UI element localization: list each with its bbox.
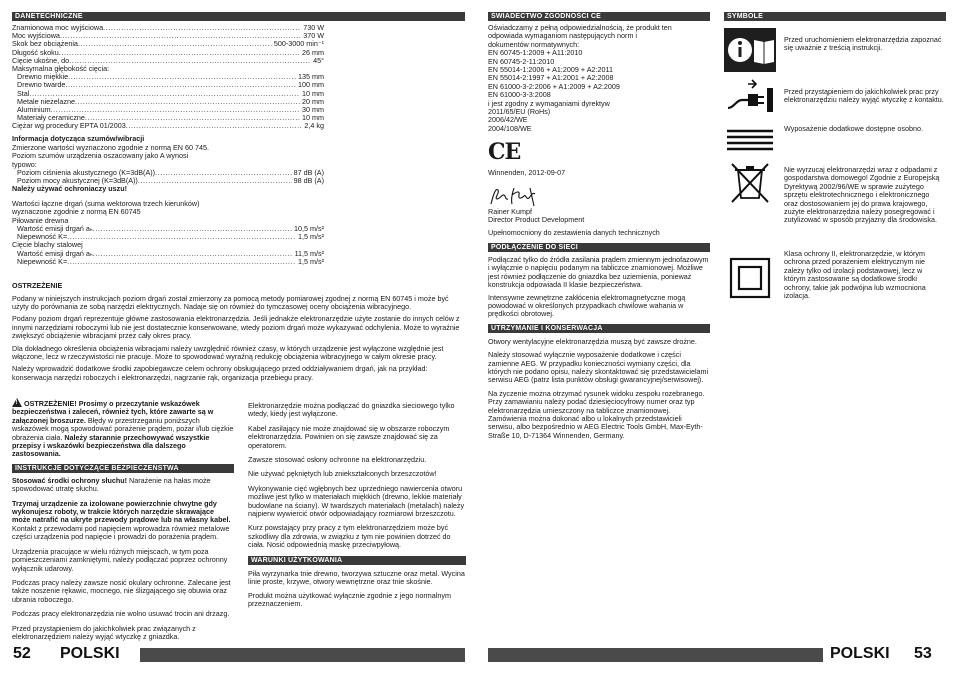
spec-leader-dots [51, 106, 300, 114]
conformity-lines [488, 24, 710, 133]
spec-row [12, 57, 324, 65]
paragraph: Produkt można użytkować wyłącznie zgodnie z jego normalnym przeznaczeniem. [248, 590, 451, 608]
symbol-text-unplug: Przed przystąpieniem do jakichkolwiek prac przy elektronarzędziu należy wyjąć wtyczkę z kontaktu. [784, 87, 944, 105]
conformity-line: odpowiada wymaganiom następujących norm i [488, 31, 638, 41]
conformity-line: 2011/65/EU (RoHs) [488, 107, 551, 117]
symbol-row-weee [724, 162, 946, 247]
spec-leader-dots [59, 49, 300, 57]
paragraph: Wykonywanie cięć wgłębnych bez uprzedniego nawiercenia otworu możliwe jest tylko w materiałach miękkich (drewno, lekkie materiały budowlane na ściany). W twardszych materiałach (metalach) należy najpierw wywiercić otwór odpowiadający rozmiarowi brzeszczotu. [248, 483, 465, 519]
spec-leader-dots [85, 114, 300, 122]
accessory-icon [724, 123, 776, 159]
paragraph: Nie używać pękniętych lub zniekształconych brzeszczotów! [248, 469, 437, 479]
spec-value: 20 mm [302, 97, 324, 106]
paragraph: Podczas pracy należy zawsze nosić okulary ochronne. Zalecane jest także noszenie rękawic, mocnego, nie ślizgającego się obuwia oraz ubrania roboczego. [12, 577, 231, 604]
ce-mark: CE [488, 139, 521, 166]
spec-row [12, 250, 324, 258]
warning-triangle-icon [12, 398, 22, 407]
conformity-line: EN 55014-1:2006 + A1:2009 + A2:2011 [488, 65, 613, 75]
spec-label: Stal [17, 89, 30, 98]
warning-title: OSTRZEŻENIE [12, 281, 63, 291]
spec-row [12, 90, 324, 98]
spec-row [12, 225, 324, 233]
symbol-text-accessory: Wyposażenie dodatkowe dostępne osobno. [784, 124, 923, 133]
conformity-line: i jest zgodny z wymaganiami dyrektyw [488, 98, 610, 108]
spec-row [12, 73, 324, 81]
spec-value: 87 dB (A) [293, 169, 324, 178]
spec-value: 2,4 kg [304, 122, 324, 131]
mid-paragraphs [248, 402, 466, 550]
vib-steel-list [12, 250, 324, 266]
safety-p1-bold: Stosować środki ochrony słuchu! [12, 475, 128, 485]
spec-row [12, 122, 324, 130]
conformity-line: EN 55014-2:1997 + A1:2001 + A2:2008 [488, 73, 614, 83]
spec-row [12, 49, 324, 57]
vib-wood-title: Piłowanie drewna [12, 215, 69, 225]
spec-label: Wartość emisji drgań aₕ [17, 225, 93, 234]
read-manual-icon [724, 28, 776, 74]
noise-line3: typowo: [12, 159, 37, 169]
spec-label: Poziom mocy akustycznej (K=3dB(A)) [17, 177, 138, 186]
signer-title: Director Product Development [488, 215, 585, 225]
conformity-line: dokumentów normatywnych: [488, 39, 580, 49]
use-header: WARUNKI UŻYTKOWANIA [248, 556, 466, 565]
spec-value: 100 mm [298, 81, 324, 90]
spec-value: 10 mm [302, 89, 324, 98]
spec-leader-dots [75, 98, 300, 106]
symbols-column [724, 12, 946, 21]
spec-label: Aluminium [17, 105, 51, 114]
spec-leader-dots [29, 90, 300, 98]
spec-row [12, 106, 324, 114]
symbols-header: SYMBOLE [724, 12, 946, 21]
spec-value: 26 mm [302, 48, 324, 57]
specs-list [12, 24, 324, 130]
spec-leader-dots [155, 169, 292, 177]
safety-paragraphs [12, 548, 234, 642]
right-footer-bar [488, 648, 823, 662]
symbol-text-class2: Klasa ochrony II, elektronarzędzie, w którym ochrona przed porażeniem elektrycznym nie zależy tylko od izolacji podstawowej, lecz w którym zastosowane są dodatkowe środki ochrony, takie jak podwójna lub wzmocniona izolacja. [784, 249, 926, 301]
signer-name: Rainer Kumpf [488, 206, 532, 216]
spec-label: Drewno miękkie [17, 73, 69, 82]
mid-column [248, 396, 466, 608]
spec-row [12, 98, 324, 106]
warning-paragraphs [12, 295, 465, 383]
paragraph: Dla dokładnego określenia obciążenia wibracjami należy uwzględnić również czasy, w których urządzenie jest wyłączone względnie jest włączone, lecz w rzeczywistości nie pracuje. Może to spowodować wyraźną redukcję obciążenia wibracyjnego w całym okresie pracy. [12, 343, 444, 362]
vib-intro1: Wartości łączne drgań (suma wektorowa trzech kierunków) [12, 198, 200, 208]
date-place: Winnenden, 2012-09-07 [488, 168, 566, 178]
paragraph: Otwory wentylacyjne elektronarzędzia muszą być zawsze drożne. [488, 336, 697, 346]
conformity-line: 2006/42/WE [488, 115, 528, 125]
maint-header: UTRZYMANIE I KONSERWACJA [488, 324, 710, 333]
spec-row [12, 169, 324, 177]
left-footer-bar [140, 648, 465, 662]
symbol-row-unplug [724, 78, 946, 123]
spec-label: Maksymalna głębokość cięcia: [12, 64, 110, 73]
spec-leader-dots [93, 225, 292, 233]
conformity-header: ŚWIADECTWO ZGODNOŚCI CE [488, 12, 710, 21]
spec-leader-dots [60, 32, 301, 40]
symbol-row-manual [724, 28, 946, 78]
spec-label: Niepewność K= [17, 233, 68, 242]
paragraph: Podany w niniejszych instrukcjach poziom drgań został zmierzony za pomocą metody pomiarowej zgodnej z normą EN 60745 i może być użyty do porównania ze sobą narzędzi elektrycznych. Nadaje się on również do tymczasowej oceny obciążenia wibracyjnego. [12, 293, 449, 312]
spec-value: 1,5 m/s² [298, 233, 324, 242]
safety-p1-normal: Narażenie na hałas może spowodować utratę słuchu. [12, 475, 211, 494]
spec-value: 30 mm [302, 105, 324, 114]
paragraph: Należy stosować wyłącznie wyposażenie dodatkowe i części zamienne AEG. W przypadku konieczności wymiany części, dla których nie podano opisu, należy skontaktować się przedstawicielami serwisu AEG (patrz lista punktów obsługi gwarancyjnej/serwisowej). [488, 350, 709, 385]
mains-paragraphs [488, 256, 710, 319]
conformity-line: EN 60745-1:2009 + A11:2010 [488, 48, 583, 58]
spec-leader-dots [69, 57, 311, 65]
spec-row [12, 40, 324, 48]
spec-leader-dots [78, 40, 272, 48]
spec-label: Długość skoku [12, 48, 59, 57]
paragraph: Na życzenie można otrzymać rysunek widoku zespołu rozebranego. Przy zamawianiu należy podać dziesięciocyfrowy numer oraz typ elektronarzędzia umieszczony na tabliczce znamionowej. Zamówienia można dokonać albo u lokalnych przedstawicieli serwisu, albo bezpośrednio w AEG Electric Tools GmbH, Max-Eyth-Straße 10, D-71364 Winnenden, Germany. [488, 388, 705, 440]
spec-value: 98 dB (A) [293, 177, 324, 186]
spec-row [12, 81, 324, 89]
spec-value: 730 W [303, 24, 324, 32]
paragraph: Podany poziom drgań reprezentuje główne zastosowania elektronarzędzia. Jeśli jednakże elektronarzędzie użyte zostanie do innych celów z innymi narzędziami roboczymi lub nie jest dostatecznie konserwowane, wtedy poziom drgań może wykazywać odchylenia. Może to wyraźnie zwiększyć obciążenie wibracjami przez cały okres pracy. [12, 314, 460, 341]
right-page-number: 53 [914, 645, 932, 662]
conformity-line: EN 61000-3-2:2006 + A1:2009 + A2:2009 [488, 81, 620, 91]
vib-steel-title: Cięcie blachy stalowej [12, 240, 83, 250]
spec-leader-dots [67, 233, 296, 241]
spec-leader-dots [103, 24, 301, 32]
class-ii-icon [724, 252, 776, 306]
signer-note: Upełnomocniony do zestawienia danych technicznych [488, 227, 660, 237]
left-page-language: POLSKI [60, 645, 120, 662]
caution-block [12, 398, 234, 459]
conformity-line: EN 60745-2-11:2010 [488, 56, 555, 66]
noise-ear: Należy używać ochroniaczy uszu! [12, 184, 128, 194]
specs-column [12, 12, 465, 382]
noise-line2: Poziom szumów urządzenia oszacowany jako A wynosi [12, 151, 189, 161]
noise-list [12, 169, 324, 185]
symbol-text-manual: Przed uruchomieniem elektronarzędzia zapoznać się uważnie z treścią instrukcji. [784, 35, 942, 53]
right-page-language: POLSKI [830, 645, 890, 662]
spec-label: Wartość emisji drgań aₕ [17, 249, 93, 258]
safety-header: INSTRUKCJE DOTYCZĄCE BEZPIECZEŃSTWA [12, 464, 234, 473]
spec-label: Znamionowa moc wyjściowa [12, 24, 104, 32]
unplug-icon [724, 78, 776, 122]
signature [488, 184, 710, 208]
spec-value: 11,5 m/s² [294, 249, 324, 258]
spec-leader-dots [126, 122, 303, 130]
symbol-text-weee: Nie wyrzucaj elektronarzędzi wraz z odpadami z gospodarstwa domowego! Zgodnie z Europejską Dyrektywą 2002/96/WE w sprawie zużytego sprzętu elektrotechnicznego i elektronicznego oraz dostosowaniem jej do prawa krajowego, zużyte elektronarzędzia należy posegregować i zutylizować w sposób przyjazny dla środowiska. [784, 165, 940, 225]
paragraph: Zawsze stosować osłony ochronne na elektronarzędziu. [248, 455, 427, 465]
specs-header: DANETECHNICZNE [12, 12, 465, 21]
safety-p1 [12, 477, 234, 494]
vib-intro2: wyznaczone zgodnie z normą EN 60745 [12, 207, 141, 217]
spec-label: Cięcie ukośne, do [12, 56, 70, 65]
spec-label: Niepewność K= [17, 258, 68, 267]
left-page-number: 52 [13, 645, 31, 662]
spec-label: Moc wyjściowa [12, 32, 60, 41]
paragraph: Elektronarzędzie można podłączać do gniazdka sieciowego tylko wtedy, kiedy jest wyłączone. [248, 401, 455, 419]
noise-intro: Zmierzone wartości wyznaczono zgodnie z normą EN 60 745. [12, 142, 209, 152]
paragraph: Podłączać tylko do źródła zasilania prądem zmiennym jednofazowym i wyłącznie o napięciu podanym na tabliczce znamionowej. Możliwe jest również podłączenie do gniazdka bez uziemienia, ponieważ konstrukcja odpowiada II klasie bezpieczeństwa. [488, 254, 709, 290]
spec-leader-dots [67, 258, 296, 266]
spec-row [12, 24, 324, 32]
spec-row [12, 114, 324, 122]
spec-row [12, 32, 324, 40]
spec-leader-dots [93, 250, 293, 258]
caution-bold: OSTRZEŻENIE! Prosimy o przeczytanie wskazówek bezpieczeństwa i zaleceń, również tych, które zawarte są w załączonej broszurze. [12, 399, 214, 425]
symbol-row-class2 [724, 248, 946, 308]
conformity-line: EN 61000-3-3:2008 [488, 90, 551, 100]
spec-leader-dots [65, 81, 296, 89]
spec-value: 10 mm [302, 114, 324, 123]
spec-value: 45° [313, 56, 324, 65]
spec-label: Drewno twarde [17, 81, 66, 90]
spec-value: 370 W [303, 32, 324, 41]
spec-leader-dots [138, 177, 292, 185]
noise-title: Informacja dotycząca szumów/wibracji [12, 134, 145, 144]
spec-value: 10,5 m/s² [294, 225, 324, 234]
spec-label: Poziom ciśnienia akustycznego (K=3dB(A)) [17, 169, 156, 178]
spec-label: Skok bez obciążenia [12, 40, 78, 49]
paragraph: Kabel zasilający nie może znajdować się w obszarze roboczym elektronarzędzia. Powinien on się zawsze znajdować się za operatorem. [248, 423, 450, 450]
caution-normal: Błędy w przestrzeganiu poniższych wskazówek mogą spowodować porażenie prądem, pożar i/lub ciężkie obrażenia ciała. [12, 415, 234, 442]
paragraph: Piła wyrzynarka tnie drewno, tworzywa sztuczne oraz metal. Wycina linie proste, krzywe, otwory wewnętrzne oraz tnie skośnie. [248, 568, 465, 587]
spec-value: 500-3000 min⁻¹ [273, 40, 324, 49]
spec-label: Metale nieżelazne [17, 97, 75, 106]
safety-p2-bold: Trzymaj urządzenie za izolowane powierzchnie chwytne gdy wykonujesz roboty, w trakcie których narzędzie skrawające może natrafić na ukryte przewody prądowe lub na własny kabel. [12, 498, 231, 525]
spec-value: 1,5 m/s² [298, 258, 324, 267]
safety-p2 [12, 500, 234, 542]
spec-label: Ciężar wg procedury EPTA 01/2003 [12, 122, 126, 131]
conformity-line: 2004/108/WE [488, 123, 532, 133]
paragraph: Podczas pracy elektronarzędzia nie wolno usuwać trocin ani drzazg. [12, 609, 230, 619]
spec-label: Materiały ceramiczne [17, 114, 85, 123]
conformity-line: Oświadczamy z pełną odpowiedzialnością, że produkt ten [488, 23, 672, 32]
caution-bold2: Należy starannie przechowywać wszystkie przepisy i wskazówki bezpieczeństwa dla dalszego zastosowania. [12, 432, 210, 459]
vib-wood-list [12, 225, 324, 241]
spec-row [12, 65, 324, 73]
paragraph: Kurz powstający przy pracy z tym elektronarzędziem może być szkodliwy dla zdrowia, w związku z tym nie powinien dotrzeć do ciała. Nosić odpowiednią maskę przeciwpyłową. [248, 523, 451, 550]
mains-header: PODŁĄCZENIE DO SIECI [488, 243, 710, 252]
conformity-column [488, 12, 710, 440]
paragraph: Intensywne zewnętrzne zakłócenia elektromagnetyczne mogą powodować w określonych przypadkach chwilowe wahania w prędkości obrotowej. [488, 292, 686, 319]
spec-row [12, 258, 324, 266]
maint-paragraphs [488, 338, 710, 440]
paragraph: Przed przystąpieniem do jakichkolwiek prac związanych z elektronarzędziem należy wyjąć wtyczkę z gniazdka. [12, 623, 196, 641]
symbol-row-accessory [724, 123, 946, 161]
safety-column [12, 398, 234, 641]
safety-p2-normal: Kontakt z przewodami pod napięciem wprowadza również metalowe części urządzenia pod napięcie i prowadzi do porażenia prądem. [12, 523, 230, 542]
paragraph: Urządzenia pracujące w wielu różnych miejscach, w tym poza pomieszczeniami zamkniętymi, należy podłączać poprzez ochronny wyłącznik udarowy. [12, 546, 228, 573]
paragraph: Należy wprowadzić dodatkowe środki zapobiegawcze celem ochrony obsługującego przed oddziaływaniem drgań, jak na przykład: konserwacja narzędzi roboczych i elektronarzędzi, nagrzanie rąk, organizacja przebiegu pracy. [12, 364, 428, 382]
weee-bin-icon [724, 162, 776, 206]
use-paragraphs [248, 570, 466, 609]
spec-value: 135 mm [298, 73, 324, 82]
signature-image [488, 184, 558, 208]
spec-leader-dots [68, 73, 296, 81]
